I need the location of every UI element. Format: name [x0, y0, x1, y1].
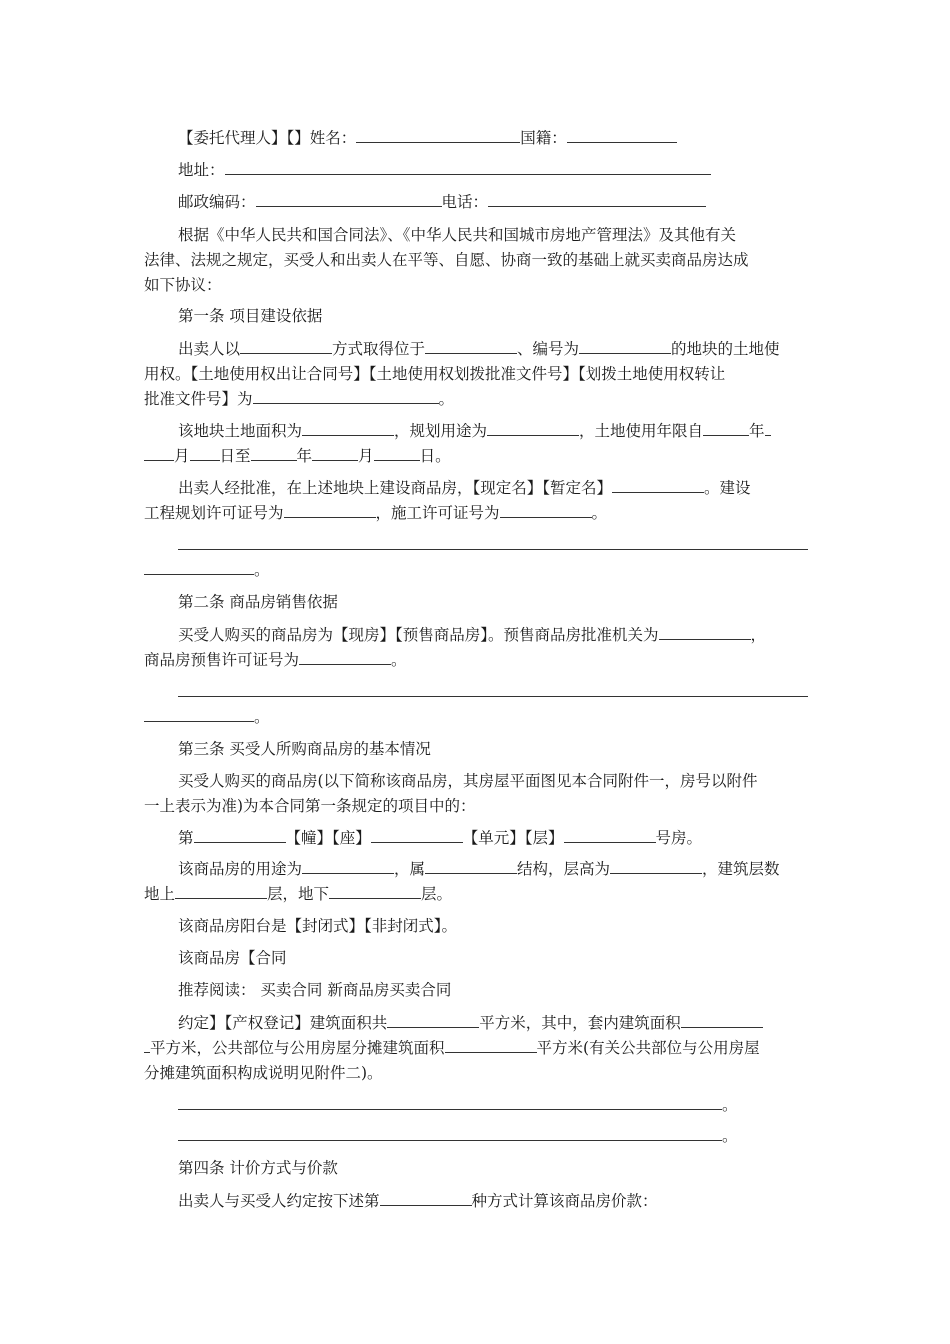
- line-text: 地址：: [178, 161, 225, 179]
- line-text: 国籍：: [520, 129, 567, 147]
- line-text: 年: [749, 422, 765, 440]
- blank-fill-line: [144, 707, 808, 727]
- blank-underline: [178, 535, 808, 550]
- line-text: 第: [178, 829, 194, 847]
- blank-underline: [178, 1126, 722, 1141]
- line-text: 出卖人以: [178, 340, 241, 358]
- article-3-text: [144, 771, 808, 791]
- area-line: [144, 1013, 808, 1033]
- line-text: ，施工许可证号为: [375, 504, 500, 522]
- preamble-line: [144, 275, 808, 295]
- blank-underline: [681, 1013, 763, 1028]
- area-line: [144, 1038, 808, 1058]
- line-text: 。: [722, 1127, 738, 1145]
- line-text: 。建设: [704, 479, 751, 497]
- address-line: [144, 160, 808, 180]
- line-text: 。: [254, 561, 270, 579]
- line-text: 年: [296, 447, 313, 465]
- line-text: 商品房预售许可证号为: [144, 651, 300, 669]
- land-area-line: [144, 421, 808, 441]
- blank-underline: [251, 446, 297, 461]
- line-text: 该商品房阳台是【封闭式】【非封闭式】。: [178, 917, 458, 935]
- area-line: [144, 1063, 808, 1083]
- blank-underline: [225, 160, 711, 175]
- line-text: 层。: [421, 885, 453, 903]
- line-text: 该商品房【合同: [178, 949, 287, 967]
- line-text: 工程规划许可证号为: [144, 504, 284, 522]
- blank-underline: [380, 1191, 472, 1206]
- blank-underline: [253, 389, 439, 404]
- blank-underline: [256, 192, 442, 207]
- line-text: 。: [254, 708, 270, 726]
- blank-fill-line: [144, 535, 808, 555]
- line-text: 出卖人经批准，在上述地块上建设商品房，【现定名】【暂定名】: [178, 479, 613, 497]
- permit-line: [144, 503, 808, 523]
- blank-underline: [488, 192, 706, 207]
- blank-underline: [765, 421, 771, 436]
- line-text: 、编号为: [517, 340, 580, 358]
- line-text: 一上表示为准)为本合同第一条规定的项目中的：: [144, 797, 476, 815]
- blank-underline: [144, 560, 254, 575]
- blank-underline: [144, 707, 254, 722]
- line-text: 。: [438, 390, 455, 408]
- line-text: 平方米，公共部位与公用房屋分摊建筑面积: [150, 1039, 445, 1057]
- line-text: 【单元】【层】: [462, 829, 564, 847]
- blank-underline: [302, 421, 394, 436]
- blank-fill-line: [144, 560, 808, 580]
- line-text: 地上: [144, 885, 176, 903]
- blank-underline: [299, 650, 391, 665]
- line-text: 该地块土地面积为: [178, 422, 303, 440]
- blank-underline: [659, 625, 751, 640]
- contract-line: [144, 948, 808, 968]
- line-text: ，属: [394, 860, 426, 878]
- blank-underline: [579, 339, 671, 354]
- article-1-text: [144, 389, 808, 409]
- project-name-line: [144, 478, 808, 498]
- line-text: 如下协议：: [144, 276, 222, 294]
- blank-underline: [487, 421, 579, 436]
- line-text: 月: [174, 447, 190, 465]
- line-text: 根据《中华人民共和国合同法》、《中华人民共和国城市房地产管理法》及其他有关: [178, 226, 737, 244]
- article-2-text: [144, 650, 808, 670]
- blank-fill-line: [144, 1095, 808, 1115]
- article-1-text: [144, 339, 808, 359]
- line-text: 月: [358, 447, 374, 465]
- agent-name-nationality-line: [144, 128, 808, 148]
- line-text: 第二条 商品房销售依据: [178, 593, 338, 611]
- line-text: 法律、法规之规定，买受人和出卖人在平等、自愿、协商一致的基础上就买卖商品房达成: [144, 251, 749, 269]
- line-text: 【幢】【座】: [285, 829, 371, 847]
- blank-underline: [312, 446, 358, 461]
- line-text: 分摊建筑面积构成说明见附件二)。: [144, 1064, 383, 1082]
- article-3-heading: [144, 739, 808, 759]
- blank-underline: [240, 339, 332, 354]
- line-text: 第三条 买受人所购商品房的基本情况: [178, 740, 431, 758]
- line-text: 。: [722, 1096, 738, 1114]
- blank-underline: [374, 446, 420, 461]
- line-text: ，土地使用年限自: [579, 422, 704, 440]
- blank-underline: [371, 828, 463, 843]
- line-text: 买受人购买的商品房为【现房】【预售商品房】。预售商品房批准机关为: [178, 626, 659, 644]
- blank-underline: [703, 421, 749, 436]
- line-text: 日至: [219, 447, 251, 465]
- balcony-line: [144, 916, 808, 936]
- article-4-heading: [144, 1158, 808, 1178]
- line-text: 用权。【土地使用权出让合同号】【土地使用权划拨批准文件号】【划拨土地使用权转让: [144, 365, 726, 383]
- article-1-heading: [144, 306, 808, 326]
- line-text: 方式取得位于: [332, 340, 426, 358]
- line-text: 第一条 项目建设依据: [178, 307, 323, 325]
- land-term-line: [144, 446, 808, 466]
- blank-underline: [564, 828, 656, 843]
- room-number-line: [144, 828, 808, 848]
- line-text: 买受人购买的商品房(以下简称该商品房，其房屋平面图见本合同附件一，房号以附件: [178, 772, 758, 790]
- blank-underline: [445, 1038, 537, 1053]
- blank-underline: [425, 339, 517, 354]
- blank-underline: [612, 478, 704, 493]
- line-text: 。: [391, 651, 407, 669]
- blank-underline: [178, 682, 808, 697]
- line-text: 批准文件号】为: [144, 390, 253, 408]
- line-text: 平方米(有关公共部位与公用房屋: [536, 1039, 760, 1057]
- line-text: 【委托代理人】【】姓名：: [178, 129, 357, 147]
- line-text: 层，地下: [267, 885, 330, 903]
- line-text: 推荐阅读： 买卖合同 新商品房买卖合同: [178, 981, 452, 999]
- line-text: ，建筑层数: [702, 860, 780, 878]
- blank-underline: [178, 1095, 722, 1110]
- blank-underline: [190, 446, 220, 461]
- blank-fill-line: [144, 682, 808, 702]
- line-text: 第四条 计价方式与价款: [178, 1159, 338, 1177]
- article-4-text: [144, 1191, 808, 1211]
- blank-underline: [302, 859, 394, 874]
- line-text: 种方式计算该商品房价款：: [471, 1192, 658, 1210]
- article-3-text: [144, 796, 808, 816]
- blank-underline: [175, 884, 267, 899]
- line-text: ，: [750, 626, 767, 644]
- blank-fill-line: [144, 1126, 808, 1146]
- blank-underline: [610, 859, 702, 874]
- postcode-phone-line: [144, 192, 808, 212]
- line-text: 平方米，其中，套内建筑面积: [479, 1014, 681, 1032]
- blank-underline: [500, 503, 592, 518]
- preamble-line: [144, 250, 808, 270]
- blank-underline: [387, 1013, 479, 1028]
- line-text: 邮政编码：: [178, 193, 256, 211]
- line-text: 日。: [419, 447, 451, 465]
- floors-line: [144, 884, 808, 904]
- line-text: 该商品房的用途为: [178, 860, 303, 878]
- line-text: 的地块的土地使: [671, 340, 780, 358]
- blank-underline: [194, 828, 286, 843]
- blank-underline: [425, 859, 517, 874]
- article-2-text: [144, 625, 808, 645]
- blank-underline: [284, 503, 376, 518]
- blank-underline: [144, 446, 174, 461]
- blank-underline: [356, 128, 520, 143]
- line-text: 出卖人与买受人约定按下述第: [178, 1192, 380, 1210]
- line-text: 结构，层高为: [517, 860, 611, 878]
- blank-underline: [567, 128, 677, 143]
- article-2-heading: [144, 592, 808, 612]
- usage-structure-line: [144, 859, 808, 879]
- line-text: 号房。: [655, 829, 703, 847]
- blank-underline: [329, 884, 421, 899]
- line-text: 电话：: [441, 193, 489, 211]
- preamble-line: [144, 225, 808, 245]
- line-text: 约定】【产权登记】建筑面积共: [178, 1014, 388, 1032]
- recommended-reading: [144, 980, 808, 1000]
- line-text: ，规划用途为: [394, 422, 488, 440]
- line-text: 。: [591, 504, 608, 522]
- article-1-text: [144, 364, 808, 384]
